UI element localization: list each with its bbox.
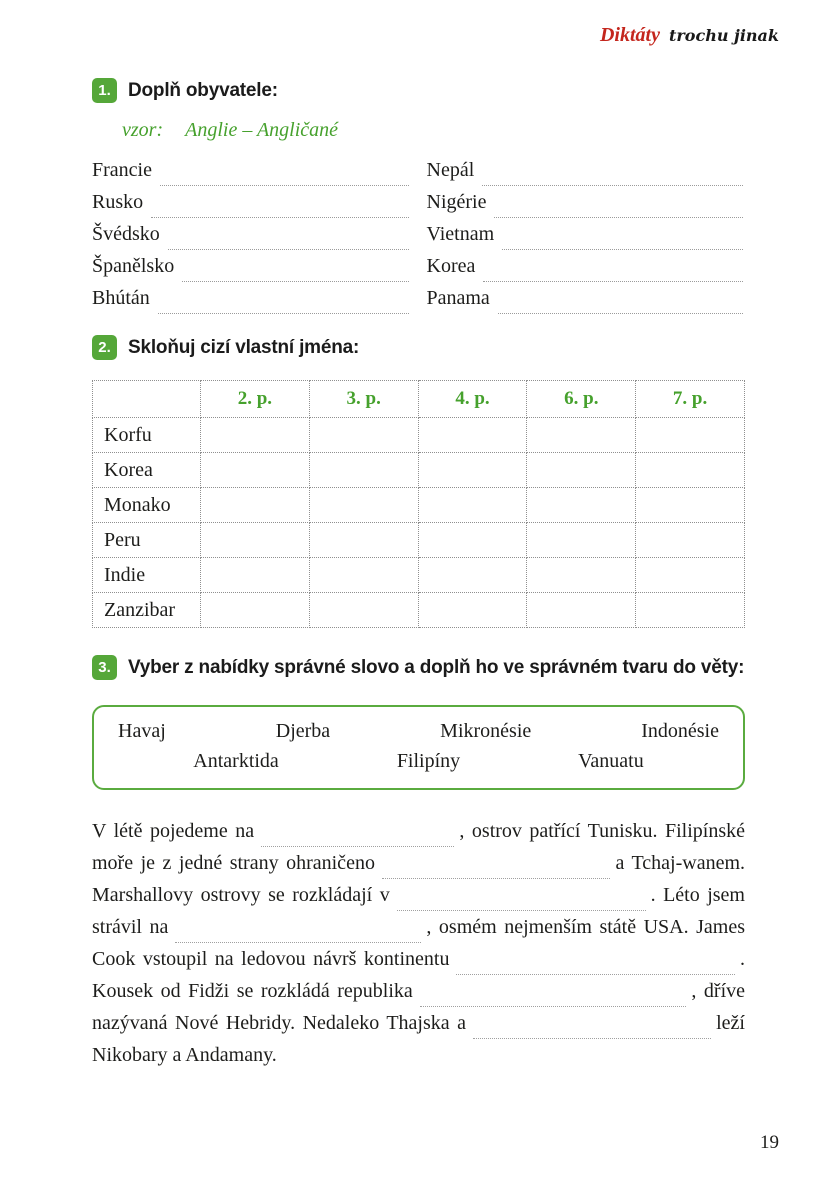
table-row — [93, 593, 745, 628]
case-header: 3. p. — [309, 381, 418, 418]
sentence-text: . Léto jsem — [650, 884, 745, 906]
country-label: Nigérie — [426, 191, 487, 213]
answer-blank[interactable] — [498, 302, 743, 314]
sentence-text: , osmém nejmenším státě USA. James — [426, 916, 745, 938]
sentence-blank[interactable] — [397, 899, 646, 911]
table-cell-blank[interactable] — [201, 418, 310, 453]
word-label: Zanzibar — [93, 593, 201, 628]
sentence-blank[interactable] — [261, 835, 454, 847]
book-title-main: Diktáty — [599, 24, 660, 46]
sentence-line — [92, 1012, 745, 1044]
sentence-blank[interactable] — [382, 867, 610, 879]
table-cell-blank[interactable] — [636, 523, 745, 558]
case-header: 7. p. — [636, 381, 745, 418]
table-cell-blank[interactable] — [418, 453, 527, 488]
answer-blank[interactable] — [182, 270, 408, 282]
table-cell-blank[interactable] — [636, 453, 745, 488]
table-cell-blank[interactable] — [527, 593, 636, 628]
table-cell-blank[interactable] — [527, 488, 636, 523]
table-cell-blank[interactable] — [418, 558, 527, 593]
sentence-text: strávil na — [92, 916, 169, 938]
country-label: Švédsko — [92, 223, 160, 245]
word-bank-row — [118, 720, 719, 743]
exercise-3 — [92, 655, 745, 790]
page-number: 19 — [760, 1132, 779, 1153]
table-cell-blank[interactable] — [309, 453, 418, 488]
sentence-text: Kousek od Fidži se rozkládá republika — [92, 980, 413, 1002]
country-row — [427, 159, 746, 191]
answer-blank[interactable] — [483, 270, 743, 282]
example-text: Anglie – Angličané — [185, 119, 339, 141]
table-row — [93, 558, 745, 593]
sentence-line — [92, 820, 745, 852]
table-cell-blank[interactable] — [418, 523, 527, 558]
table-row — [93, 453, 745, 488]
sentence-line — [92, 916, 745, 948]
sentence-text: a Tchaj-wanem. — [615, 852, 745, 874]
case-header: 2. p. — [201, 381, 310, 418]
table-corner-cell — [93, 381, 201, 418]
country-row — [427, 191, 746, 223]
country-row — [92, 191, 411, 223]
exercise-2 — [92, 335, 745, 628]
country-list — [92, 159, 745, 319]
country-row — [92, 255, 411, 287]
sentence-text: moře je z jedné strany ohraničeno — [92, 852, 375, 874]
exercise-2-heading — [92, 335, 745, 360]
table-cell-blank[interactable] — [636, 418, 745, 453]
table-cell-blank[interactable] — [309, 593, 418, 628]
country-row — [92, 223, 411, 255]
word-bank-word: Havaj — [118, 720, 166, 742]
sentence-text: nazývaná Nové Hebridy. Nedaleko Thajska a — [92, 1012, 467, 1034]
table-cell-blank[interactable] — [636, 593, 745, 628]
sentence-text: leží — [716, 1012, 745, 1034]
country-row — [92, 287, 411, 319]
table-row — [93, 488, 745, 523]
case-header: 4. p. — [418, 381, 527, 418]
table-cell-blank[interactable] — [309, 523, 418, 558]
country-label: Španělsko — [92, 255, 175, 277]
table-cell-blank[interactable] — [309, 558, 418, 593]
word-label: Monako — [93, 488, 201, 523]
sentence-blank[interactable] — [456, 963, 735, 975]
exercise-1-title: Doplň obyvatele: — [128, 79, 278, 101]
answer-blank[interactable] — [502, 238, 743, 250]
answer-blank[interactable] — [151, 206, 408, 218]
exercise-1-heading — [92, 78, 745, 103]
sentence-line — [92, 1044, 745, 1076]
table-cell-blank[interactable] — [418, 593, 527, 628]
sentence-text: Marshallovy ostrovy se rozkládají v — [92, 884, 390, 906]
sentence-line — [92, 852, 745, 884]
sentence-line — [92, 884, 745, 916]
declension-table — [92, 380, 745, 628]
country-column-right — [427, 159, 746, 319]
sentence-text: V létě pojedeme na — [92, 820, 255, 842]
country-column-left — [92, 159, 411, 319]
word-bank-word: Djerba — [275, 720, 331, 742]
country-label: Nepál — [426, 159, 475, 181]
table-cell-blank[interactable] — [201, 593, 310, 628]
word-bank-row — [118, 750, 719, 773]
table-cell-blank[interactable] — [201, 558, 310, 593]
book-title — [600, 24, 779, 47]
example-label: vzor: — [122, 119, 164, 141]
table-cell-blank[interactable] — [309, 418, 418, 453]
table-cell-blank[interactable] — [527, 558, 636, 593]
table-cell-blank[interactable] — [418, 488, 527, 523]
sentence-text: , dříve — [691, 980, 745, 1002]
fill-in-paragraph — [92, 820, 745, 1076]
book-title-subtitle: trochu jinak — [668, 26, 779, 45]
country-label: Bhútán — [92, 287, 150, 309]
exercise-1 — [92, 78, 745, 319]
country-label: Rusko — [92, 191, 144, 213]
word-label: Korfu — [93, 418, 201, 453]
table-cell-blank[interactable] — [201, 453, 310, 488]
exercise-2-number-badge: 2. — [92, 335, 117, 360]
table-cell-blank[interactable] — [636, 488, 745, 523]
country-row — [427, 223, 746, 255]
table-cell-blank[interactable] — [309, 488, 418, 523]
example-row — [122, 119, 745, 142]
word-bank-word: Mikronésie — [440, 720, 532, 742]
country-label: Francie — [92, 159, 152, 181]
word-label: Korea — [93, 453, 201, 488]
table-cell-blank[interactable] — [527, 523, 636, 558]
table-cell-blank[interactable] — [636, 558, 745, 593]
exercise-2-title: Skloňuj cizí vlastní jména: — [128, 336, 360, 358]
table-cell-blank[interactable] — [527, 418, 636, 453]
sentence-text: Nikobary a Andamany. — [92, 1044, 277, 1066]
answer-blank[interactable] — [168, 238, 409, 250]
answer-blank[interactable] — [494, 206, 743, 218]
word-bank-word: Vanuatu — [578, 750, 644, 772]
sentence-blank[interactable] — [175, 931, 421, 943]
country-row — [427, 287, 746, 319]
word-label: Peru — [93, 523, 201, 558]
country-row — [427, 255, 746, 287]
table-cell-blank[interactable] — [418, 418, 527, 453]
country-label: Vietnam — [426, 223, 495, 245]
word-bank-word: Antarktida — [193, 750, 279, 772]
case-header: 6. p. — [527, 381, 636, 418]
exercise-1-number-badge: 1. — [92, 78, 117, 103]
table-cell-blank[interactable] — [201, 523, 310, 558]
word-bank-box — [92, 705, 745, 790]
table-row — [93, 523, 745, 558]
word-label: Indie — [93, 558, 201, 593]
sentence-text: Cook vstoupil na ledovou návrš kontinentu — [92, 948, 450, 970]
table-header-row — [93, 381, 745, 418]
country-label: Panama — [426, 287, 490, 309]
sentence-text: , ostrov patřící Tunisku. Filipínské — [459, 820, 745, 842]
country-row — [92, 159, 411, 191]
sentence-blank[interactable] — [473, 1027, 711, 1039]
answer-blank[interactable] — [160, 174, 409, 186]
exercise-3-title: Vyber z nabídky správné slovo a doplň ho ve správném tvaru do věty: — [128, 656, 745, 678]
exercise-3-heading — [92, 655, 745, 680]
country-label: Korea — [426, 255, 476, 277]
table-cell-blank[interactable] — [527, 453, 636, 488]
table-cell-blank[interactable] — [201, 488, 310, 523]
sentence-line — [92, 980, 745, 1012]
sentence-line — [92, 948, 745, 980]
sentence-blank[interactable] — [420, 995, 687, 1007]
table-row — [93, 418, 745, 453]
answer-blank[interactable] — [158, 302, 409, 314]
answer-blank[interactable] — [482, 174, 743, 186]
exercise-3-number-badge: 3. — [92, 655, 117, 680]
sentence-text: . — [740, 948, 745, 970]
word-bank-word: Indonésie — [641, 720, 719, 742]
word-bank-word: Filipíny — [396, 750, 461, 772]
